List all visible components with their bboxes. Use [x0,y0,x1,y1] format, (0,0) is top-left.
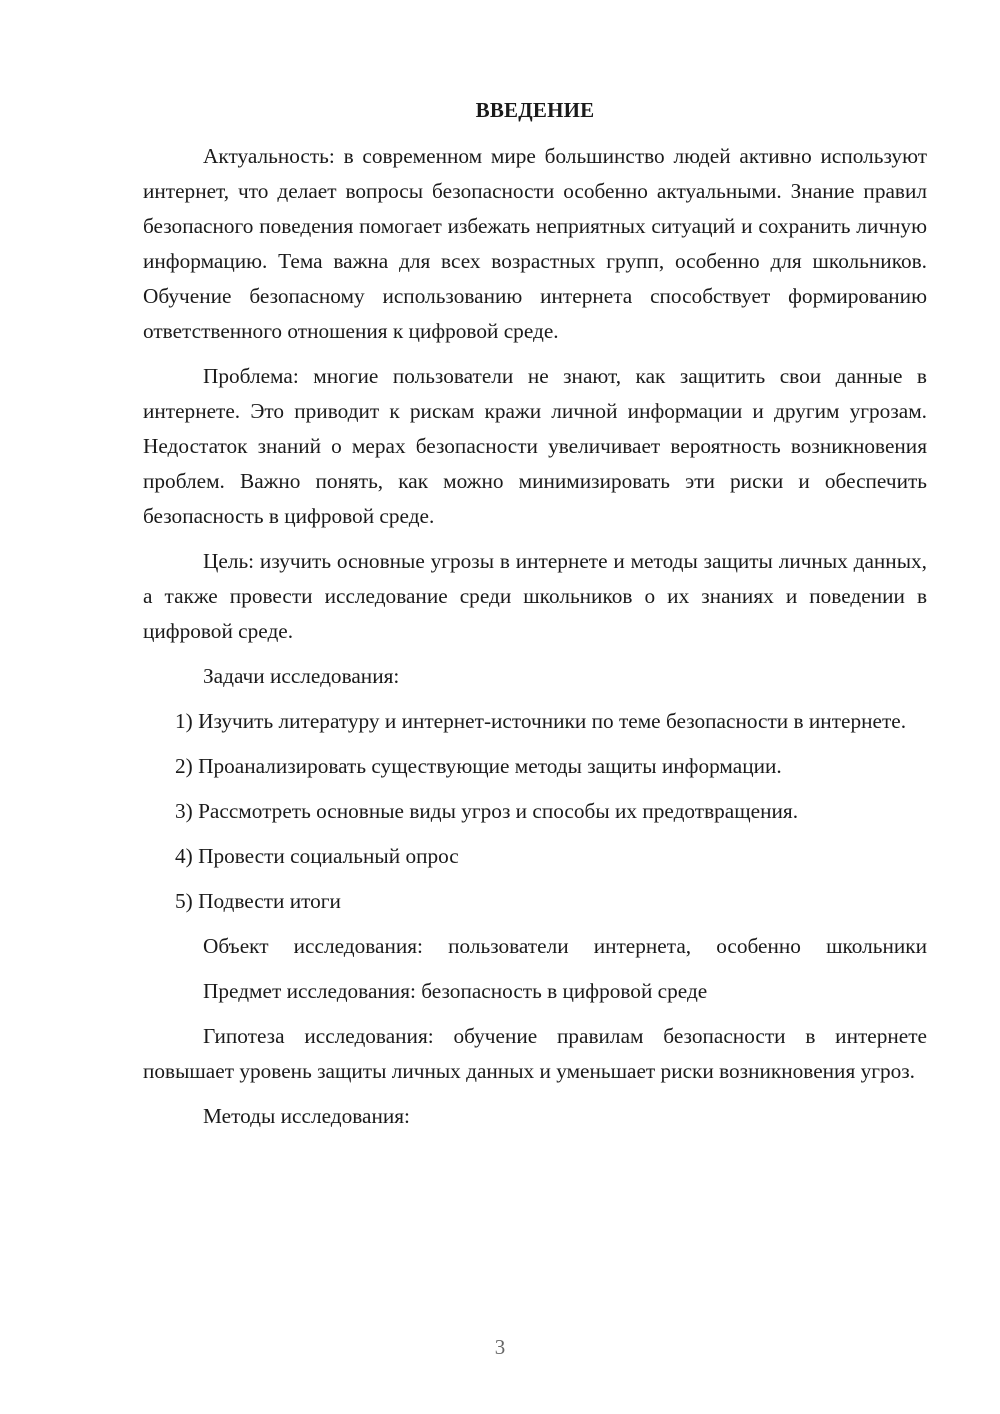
section-heading: ВВЕДЕНИЕ [475,98,595,122]
page-number: 3 [494,1335,506,1359]
page-content [143,95,927,1134]
subject-paragraph: Предмет исследования: безопасность в цифровой среде [203,979,708,1003]
task-item: 3) Рассмотреть основные виды угроз и способы их предотвращения. [175,799,799,823]
relevance-paragraph: Актуальность: в современном мире большинство людей активно используют интернет, что делает вопросы безопасности особенно актуальными. Знание правил безопасного поведения помогает избежать неприятных ситуаций и сохранить личную информацию. Тема важна для всех возрастных групп, особенно для школьников. Обучение безопасному использованию интернета способствует формированию ответственного отношения к цифровой среде. [143,144,927,343]
object-paragraph: Объект исследования: пользователи интернета, особенно школьники [203,934,927,958]
hypothesis-paragraph: Гипотеза исследования: обучение правилам безопасности в интернете повышает уровень защиты личных данных и уменьшает риски возникновения угроз. [143,1024,927,1083]
task-item: 4) Провести социальный опрос [175,844,459,868]
problem-paragraph: Проблема: многие пользователи не знают, как защитить свои данные в интернете. Это приводит к рискам кражи личной информации и другим угрозам. Недостаток знаний о мерах безопасности увеличивает вероятность возникновения проблем. Важно понять, как можно минимизировать эти риски и обеспечить безопасность в цифровой среде. [143,364,927,528]
methods-title: Методы исследования: [203,1104,410,1128]
task-item: 2) Проанализировать существующие методы защиты информации. [175,754,782,778]
task-item: 1) Изучить литературу и интернет-источники по теме безопасности в интернете. [175,709,907,733]
tasks-title: Задачи исследования: [203,664,400,688]
task-item: 5) Подвести итоги [175,889,341,913]
goal-paragraph: Цель: изучить основные угрозы в интернете и методы защиты личных данных, а также провести исследование среди школьников о их знаниях и поведении в цифровой среде. [143,549,927,643]
